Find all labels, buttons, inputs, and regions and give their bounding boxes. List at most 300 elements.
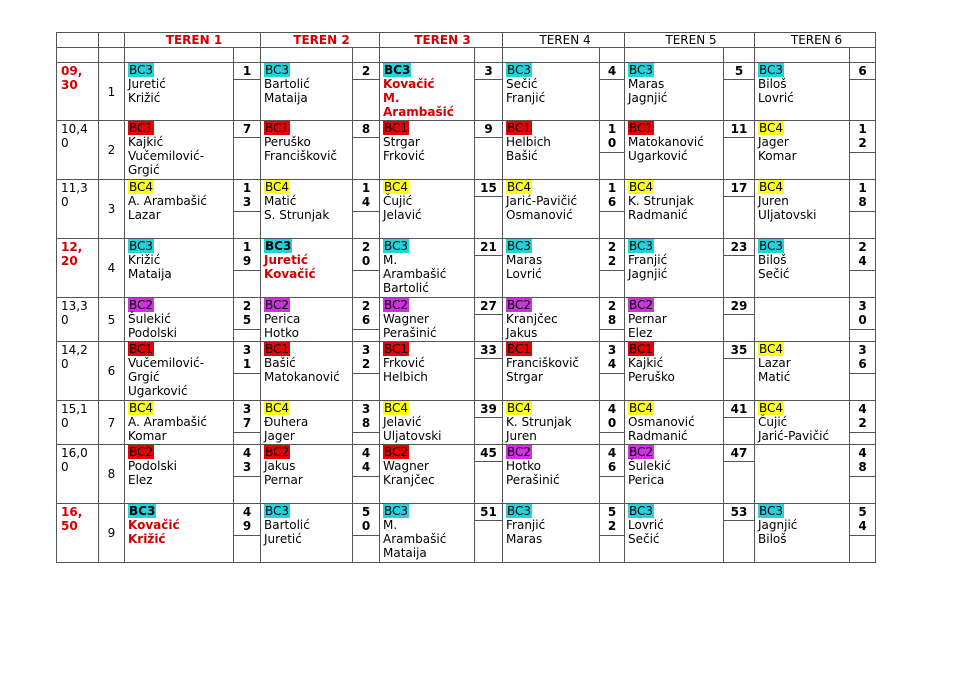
player-name: Jagnjić [628, 267, 668, 281]
match-number: 5 [734, 64, 744, 78]
match-number-cell [600, 63, 625, 121]
category-tag: BC1 [384, 342, 409, 356]
match-number-cell [234, 504, 261, 563]
match-number: 1 [242, 64, 252, 78]
player-name: A. Arambašić [128, 415, 207, 429]
match-cell [625, 121, 724, 180]
match-number-cell [353, 504, 380, 563]
player-name: Maras [506, 253, 543, 267]
match-number-cell [724, 121, 755, 180]
player-name: Jager [758, 135, 789, 149]
match-cell [625, 298, 724, 342]
category-tag: BC3 [759, 63, 784, 77]
category-tag: BC3 [265, 504, 290, 518]
player-name: Matić [264, 194, 297, 208]
match-cell [625, 504, 724, 563]
player-name: Biloš [758, 253, 787, 267]
match-number-cell [850, 298, 876, 342]
match-number-cell [234, 63, 261, 121]
player-name: Jelavić [383, 415, 422, 429]
player-name: Kovačić [383, 77, 435, 91]
match-number-cell [475, 180, 503, 239]
match-number: 27 [480, 299, 497, 313]
match-cell [503, 63, 600, 121]
match-number-cell [353, 401, 380, 445]
match-number: 51 [480, 505, 497, 519]
category-tag: BC4 [129, 180, 154, 194]
match-row [57, 342, 876, 401]
category-tag: BC4 [507, 401, 532, 415]
category-tag: BC3 [384, 63, 411, 77]
match-number-cell [234, 121, 261, 180]
player-name: Peruško [264, 135, 311, 149]
round-cell: 3 [99, 180, 125, 239]
match-cell [380, 504, 475, 563]
match-cell [380, 239, 475, 298]
match-number: 3 6 [858, 343, 867, 371]
match-cell [503, 504, 600, 563]
corner-cell [99, 33, 125, 48]
empty-cell [353, 48, 380, 63]
player-name: Jelavić [383, 208, 422, 222]
match-cell [503, 121, 600, 180]
match-number: 1 3 [242, 181, 252, 209]
category-tag: BC4 [759, 121, 784, 135]
player-name: Pernar [264, 473, 303, 487]
match-cell [755, 63, 850, 121]
match-number: 2 8 [607, 299, 617, 327]
match-number-cell [234, 239, 261, 298]
player-name: Bartolić [383, 281, 429, 295]
match-number-cell [850, 504, 876, 563]
category-tag: BC4 [265, 401, 290, 415]
time-cell: 12, 20 [57, 239, 99, 298]
match-number-cell [353, 239, 380, 298]
match-number: 1 0 [607, 122, 617, 150]
category-tag: BC1 [265, 121, 290, 135]
match-cell [625, 239, 724, 298]
match-number-cell [353, 342, 380, 401]
match-number-cell [353, 298, 380, 342]
match-number-cell [724, 445, 755, 504]
match-number-cell [600, 298, 625, 342]
player-name: Franciškovič [264, 149, 338, 163]
match-cell [625, 63, 724, 121]
player-name: Frković [383, 356, 425, 370]
match-cell [380, 401, 475, 445]
match-cell [380, 63, 475, 121]
category-tag: BC1 [129, 342, 154, 356]
match-cell [625, 180, 724, 239]
match-cell [755, 121, 850, 180]
match-number-cell [234, 180, 261, 239]
match-cell [380, 298, 475, 342]
player-name: Uljatovski [383, 429, 442, 443]
player-name: Kajkić [128, 135, 164, 149]
match-cell [625, 445, 724, 504]
match-cell [755, 180, 850, 239]
player-name: Čujić [383, 194, 413, 208]
player-name: Frković [383, 149, 425, 163]
player-name: Biloš [758, 532, 787, 546]
player-name: Franciškovič [506, 356, 580, 370]
player-name: Elez [628, 326, 653, 340]
player-name: M. [383, 518, 398, 532]
match-cell [380, 180, 475, 239]
match-number: 4 3 [242, 446, 252, 474]
match-number-cell [475, 121, 503, 180]
court-header: TEREN 2 [261, 33, 380, 48]
category-tag: BC4 [129, 401, 154, 415]
category-tag: BC3 [629, 504, 654, 518]
player-name: K. Strunjak [628, 194, 694, 208]
match-number: 1 9 [242, 240, 252, 268]
court-header: TEREN 4 [503, 33, 625, 48]
time-cell: 10,4 0 [57, 121, 99, 180]
player-name: Sečić [628, 532, 660, 546]
category-tag: BC1 [507, 121, 532, 135]
match-number-cell [353, 445, 380, 504]
match-number: 2 6 [361, 299, 371, 327]
player-name: Mataija [383, 546, 427, 560]
court-header: TEREN 1 [125, 33, 261, 48]
player-name: Lovrić [506, 267, 542, 281]
player-name: Wagner [383, 459, 429, 473]
player-name: Kajkić [628, 356, 664, 370]
player-name: Jakus [264, 459, 296, 473]
player-name: Grgić [128, 370, 160, 384]
player-name: Arambašić [383, 532, 447, 546]
match-cell [625, 342, 724, 401]
player-name: Jakus [506, 326, 538, 340]
match-cell [503, 401, 600, 445]
match-number-cell [850, 63, 876, 121]
player-name: Mataija [264, 91, 308, 105]
match-number-cell [475, 63, 503, 121]
category-tag: BC3 [129, 63, 154, 77]
player-name: Arambašić [383, 267, 447, 281]
match-number-cell [475, 445, 503, 504]
match-number-cell [475, 239, 503, 298]
player-name: Sečić [506, 77, 538, 91]
match-number-cell [600, 445, 625, 504]
match-cell [755, 401, 850, 445]
player-name: Perica [628, 473, 665, 487]
player-name: Jarić-Pavičić [758, 429, 830, 443]
player-name: Podolski [128, 326, 177, 340]
category-tag: BC4 [265, 180, 290, 194]
match-number: 33 [480, 343, 497, 357]
match-number-cell [850, 401, 876, 445]
category-tag: BC3 [129, 504, 156, 518]
match-number: 6 [858, 64, 867, 78]
player-name: Elez [128, 473, 153, 487]
corner-cell [57, 33, 99, 48]
player-name: Helbich [506, 135, 551, 149]
match-number: 2 2 [607, 240, 617, 268]
player-name: Jagnjić [758, 518, 798, 532]
category-tag: BC2 [265, 445, 290, 459]
match-number: 7 [242, 122, 252, 136]
category-tag: BC4 [384, 180, 409, 194]
category-tag: BC3 [507, 504, 532, 518]
match-number: 3 7 [242, 402, 252, 430]
match-number: 5 0 [361, 505, 371, 533]
match-cell [380, 445, 475, 504]
player-name: Pernar [628, 312, 667, 326]
category-tag: BC1 [629, 121, 654, 135]
player-name: Juretić [264, 532, 302, 546]
category-tag: BC1 [129, 121, 154, 135]
empty-cell [755, 48, 850, 63]
player-name: Bartolić [264, 77, 310, 91]
category-tag: BC4 [759, 180, 784, 194]
match-number-cell [600, 504, 625, 563]
time-cell: 16, 50 [57, 504, 99, 563]
match-number: 2 [361, 64, 371, 78]
category-tag: BC4 [759, 342, 784, 356]
player-name: Maras [506, 532, 543, 546]
match-cell [125, 63, 234, 121]
match-row [57, 63, 876, 121]
court-header: TEREN 6 [755, 33, 876, 48]
player-name: Peruško [628, 370, 675, 384]
match-cell [125, 180, 234, 239]
player-name: Komar [128, 429, 167, 443]
category-tag: BC1 [629, 342, 654, 356]
player-name: Uljatovski [758, 208, 817, 222]
player-name: Komar [758, 149, 797, 163]
player-name: Kovačić [264, 267, 316, 281]
category-tag: BC3 [384, 504, 409, 518]
empty-cell [57, 48, 99, 63]
match-number-cell [600, 401, 625, 445]
match-cell [125, 121, 234, 180]
match-number: 35 [730, 343, 748, 357]
match-row [57, 401, 876, 445]
match-number: 4 8 [858, 446, 867, 474]
round-cell: 1 [99, 63, 125, 121]
match-cell [503, 342, 600, 401]
player-name: Lazar [758, 356, 791, 370]
player-name: Hotko [506, 459, 541, 473]
match-number-cell [353, 121, 380, 180]
match-number: 47 [730, 446, 748, 460]
match-number-cell [850, 121, 876, 180]
time-cell: 14,2 0 [57, 342, 99, 401]
category-tag: BC3 [265, 239, 292, 253]
match-cell [261, 180, 353, 239]
category-tag: BC3 [384, 239, 409, 253]
match-row [57, 121, 876, 180]
player-name: Juren [506, 429, 537, 443]
empty-cell [503, 48, 600, 63]
match-number: 29 [730, 299, 748, 313]
category-tag: BC1 [265, 342, 290, 356]
player-name: Maras [628, 77, 665, 91]
match-number: 11 [730, 122, 748, 136]
category-tag: BC3 [759, 239, 784, 253]
match-cell [503, 445, 600, 504]
match-number-cell [600, 342, 625, 401]
player-name: Biloš [758, 77, 787, 91]
category-tag: BC3 [507, 239, 532, 253]
match-number-cell [724, 401, 755, 445]
player-name: Matić [758, 370, 791, 384]
player-name: Lovrić [758, 91, 794, 105]
match-number-cell [353, 180, 380, 239]
player-name: Hotko [264, 326, 299, 340]
match-number-cell [724, 63, 755, 121]
match-number-cell [850, 445, 876, 504]
player-name: Grgić [128, 163, 160, 177]
player-name: Vučemilović- [128, 149, 205, 163]
player-name: Strgar [506, 370, 543, 384]
match-number-cell [724, 239, 755, 298]
player-name: Lovrić [628, 518, 664, 532]
category-tag: BC4 [629, 180, 654, 194]
match-cell [755, 445, 850, 504]
player-name: Kovačić [128, 518, 180, 532]
category-tag: BC2 [629, 298, 654, 312]
match-cell [261, 445, 353, 504]
match-number: 4 4 [361, 446, 371, 474]
match-number: 3 1 [242, 343, 252, 371]
match-row [57, 180, 876, 239]
match-number: 2 4 [858, 240, 867, 268]
player-name: Vučemilović- [128, 356, 205, 370]
player-name: Križić [128, 532, 166, 546]
category-tag: BC3 [759, 504, 784, 518]
round-cell: 5 [99, 298, 125, 342]
category-tag: BC2 [507, 298, 532, 312]
player-name: Juretić [128, 77, 166, 91]
player-name: M. [383, 253, 398, 267]
match-cell [261, 401, 353, 445]
match-number-cell [234, 401, 261, 445]
category-tag: BC3 [265, 63, 290, 77]
player-name: Kranjčec [383, 473, 435, 487]
match-number: 3 2 [361, 343, 371, 371]
player-name: Franjić [628, 253, 668, 267]
empty-cell [850, 48, 876, 63]
match-cell [755, 342, 850, 401]
match-number: 41 [730, 402, 748, 416]
category-tag: BC2 [629, 445, 654, 459]
spacer-row [57, 48, 876, 63]
player-name: Radmanić [628, 429, 688, 443]
match-number-cell [234, 298, 261, 342]
match-cell [125, 445, 234, 504]
match-number: 2 5 [242, 299, 252, 327]
player-name: Arambašić [383, 105, 454, 119]
time-cell: 16,0 0 [57, 445, 99, 504]
category-tag: BC2 [129, 445, 154, 459]
match-number: 4 9 [242, 505, 252, 533]
match-row [57, 239, 876, 298]
player-name: Križić [128, 253, 161, 267]
player-name: Kranjčec [506, 312, 558, 326]
player-name: Helbich [383, 370, 428, 384]
court-header: TEREN 5 [625, 33, 755, 48]
player-name: Đuhera [264, 415, 309, 429]
match-number: 3 4 [607, 343, 617, 371]
match-number-cell [600, 239, 625, 298]
category-tag: BC4 [507, 180, 532, 194]
player-name: Mataija [128, 267, 172, 281]
match-number: 4 2 [858, 402, 867, 430]
player-name: Franjić [506, 91, 546, 105]
match-cell [261, 504, 353, 563]
player-name: Juren [758, 194, 789, 208]
empty-cell [380, 48, 475, 63]
category-tag: BC4 [629, 401, 654, 415]
match-cell [261, 298, 353, 342]
match-number: 5 4 [858, 505, 867, 533]
round-cell: 8 [99, 445, 125, 504]
player-name: K. Strunjak [506, 415, 572, 429]
match-number-cell [850, 239, 876, 298]
match-cell [125, 342, 234, 401]
match-number: 5 2 [607, 505, 617, 533]
player-name: Strgar [383, 135, 420, 149]
player-name: Ugarković [128, 384, 188, 398]
round-cell: 7 [99, 401, 125, 445]
match-number-cell [475, 504, 503, 563]
player-name: M. [383, 91, 400, 105]
player-name: Jager [264, 429, 295, 443]
match-number-cell [475, 342, 503, 401]
player-name: Wagner [383, 312, 429, 326]
match-row [57, 504, 876, 563]
time-cell: 09, 30 [57, 63, 99, 121]
category-tag: BC3 [129, 239, 154, 253]
match-cell [503, 180, 600, 239]
category-tag: BC4 [759, 401, 784, 415]
match-cell [503, 239, 600, 298]
match-row [57, 445, 876, 504]
player-name: A. Arambašić [128, 194, 207, 208]
match-number: 8 [361, 122, 371, 136]
player-name: Podolski [128, 459, 177, 473]
category-tag: BC2 [384, 445, 409, 459]
match-number-cell [724, 298, 755, 342]
match-number-cell [353, 63, 380, 121]
time-cell: 15,1 0 [57, 401, 99, 445]
match-cell [755, 298, 850, 342]
match-cell [755, 239, 850, 298]
match-cell [380, 121, 475, 180]
empty-cell [600, 48, 625, 63]
player-name: Bašić [506, 149, 538, 163]
player-name: Bašić [264, 356, 296, 370]
category-tag: BC1 [507, 342, 532, 356]
player-name: Ugarković [628, 149, 688, 163]
match-number: 53 [730, 505, 748, 519]
match-cell [755, 504, 850, 563]
schedule-table [56, 32, 876, 563]
round-cell: 4 [99, 239, 125, 298]
match-number: 4 0 [607, 402, 617, 430]
player-name: Križić [128, 91, 161, 105]
player-name: Osmanović [628, 415, 695, 429]
match-cell [380, 342, 475, 401]
match-row [57, 298, 876, 342]
category-tag: BC3 [629, 63, 654, 77]
empty-cell [261, 48, 353, 63]
match-number: 1 8 [858, 181, 867, 209]
match-number: 3 [484, 64, 493, 78]
